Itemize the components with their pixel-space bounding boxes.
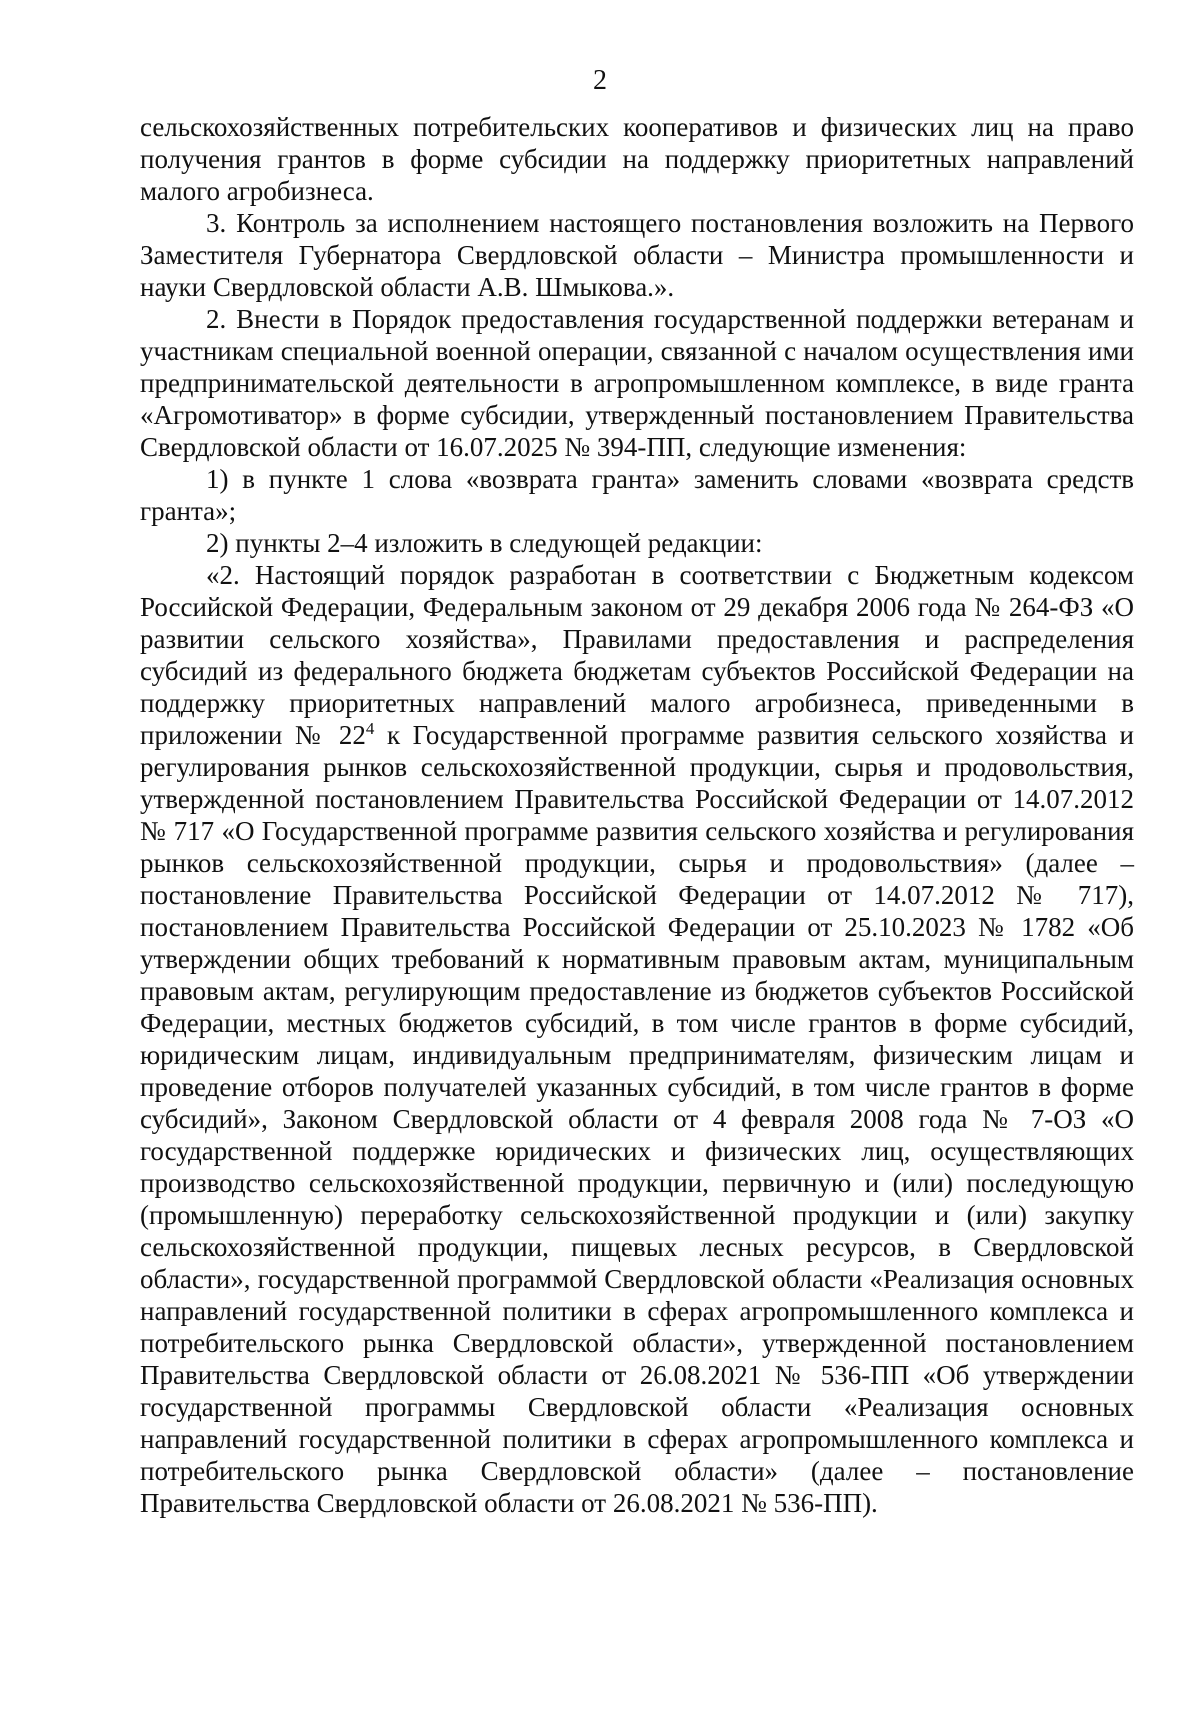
paragraph-new-item-2-part-1: «2. Настоящий порядок разработан в соответствии с Бюджетным кодексом Российской Федерации, Федеральным законом от 29 декабря 2006 года № 264-ФЗ «О развитии сельского хозяйства», Правилами предоставления и распределения субсидий из федерального бюджета бюджетам субъектов Российской Федерации на поддержку приоритетных направлений малого агробизнеса, приведенными в приложении № 22 (140, 560, 1134, 750)
paragraph-subitem-1: 1) в пункте 1 слова «возврата гранта» заменить словами «возврата средств гранта»; (140, 464, 1134, 526)
paragraph-item-3-control: 3. Контроль за исполнением настоящего постановления возложить на Первого Заместителя Губернатора Свердловской области – Министра промышленности и науки Свердловской области А.В. Шмыкова.». (140, 208, 1134, 302)
page-number: 2 (593, 65, 607, 96)
paragraph-new-item-2 (140, 559, 1134, 1519)
document-body (140, 111, 1134, 1519)
paragraph-new-item-2-part-2: к Государственной программе развития сельского хозяйства и регулирования рынков сельскохозяйственной продукции, сырья и продовольствия, утвержденной постановлением Правительства Российской Федерации от 14.07.2012 № 717 «О Государственной программе развития сельского хозяйства и регулирования рынков сельскохозяйственной продукции, сырья и продовольствия» (далее – постановление Правительства Российской Федерации от 14.07.2012 № 717), постановлением Правительства Российской Федерации от 25.10.2023 № 1782 «Об утверждении общих требований к нормативным правовым актам, муниципальным правовым актам, регулирующим предоставление из бюджетов субъектов Российской Федерации, местных бюджетов субсидий, в том числе грантов в форме субсидий, юридическим лицам, индивидуальным предпринимателям, физическим лицам и проведение отборов получателей указанных субсидий, в том числе грантов в форме субсидий», Законом Свердловской области от 4 февраля 2008 года № 7-ОЗ «О государственной поддержке юридических и физических лиц, осуществляющих производство сельскохозяйственной продукции, первичную и (или) последующую (промышленную) переработку сельскохозяйственной продукции и (или) закупку сельскохозяйственной продукции, пищевых лесных ресурсов, в Свердловской области», государственной программой Свердловской области «Реализация основных направлений государственной политики в сферах агропромышленного комплекса и потребительского рынка Свердловской области», утвержденной постановлением Правительства Свердловской области от 26.08.2021 № 536-ПП «Об утверждении государственной программы Свердловской области «Реализация основных направлений государственной политики в сферах агропромышленного комплекса и потребительского рынка Свердловской области» (далее – постановление Правительства Свердловской области от 26.08.2021 № 536-ПП). (140, 720, 1134, 1518)
paragraph-subitem-2: 2) пункты 2–4 изложить в следующей редакции: (206, 528, 763, 558)
paragraph-continuation: сельскохозяйственных потребительских кооперативов и физических лиц на право получения грантов в форме субсидии на поддержку приоритетных направлений малого агробизнеса. (140, 112, 1134, 206)
paragraph-item-2-amendments: 2. Внести в Порядок предоставления государственной поддержки ветеранам и участникам специальной военной операции, связанной с началом осуществления ими предпринимательской деятельности в агропромышленном комплексе, в виде гранта «Агромотиватор» в форме субсидии, утвержденный постановлением Правительства Свердловской области от 16.07.2025 № 394-ПП, следующие изменения: (140, 304, 1134, 462)
superscript-number: 4 (365, 719, 375, 738)
